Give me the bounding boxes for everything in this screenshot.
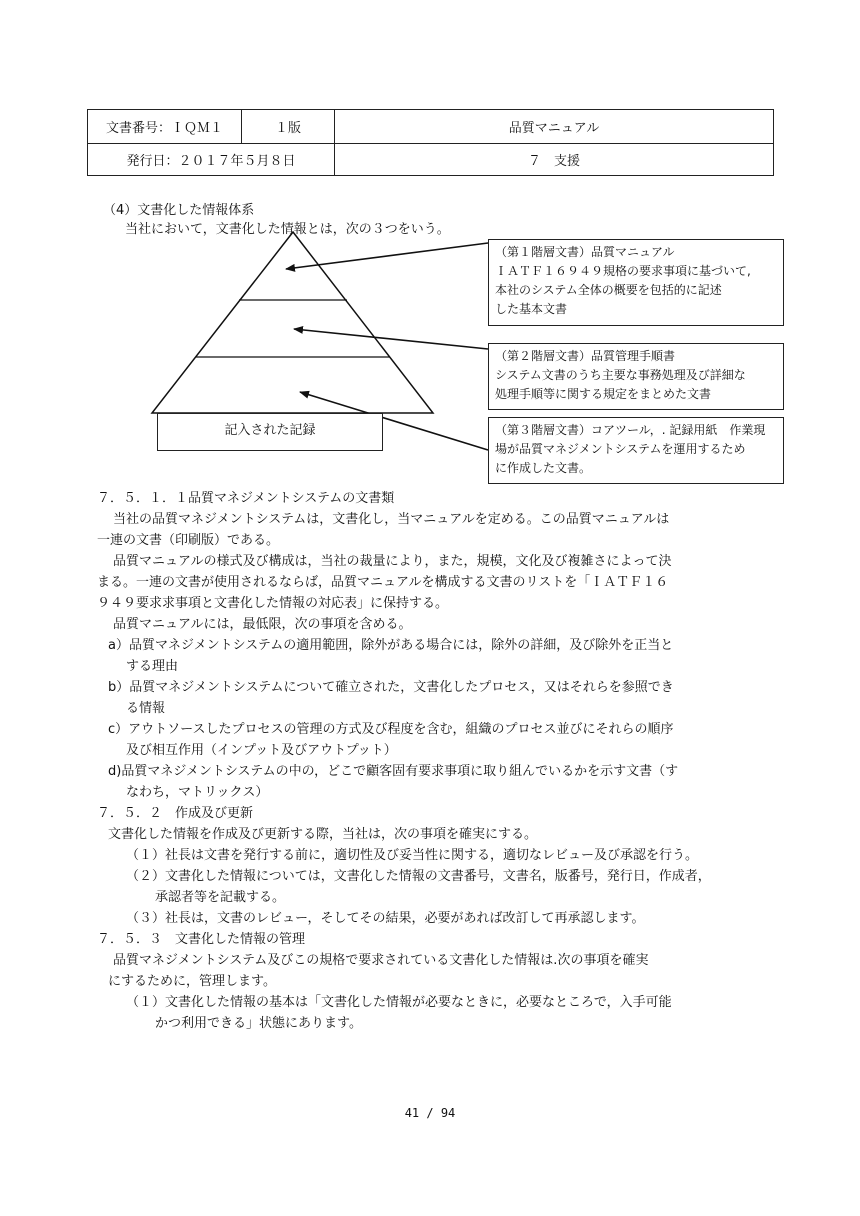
list-item-b: b）品質マネジメントシステムについて確立された，文書化したプロセス，又はそれらを参照でき bbox=[108, 680, 674, 695]
issue-date: 発行日：２０１７年５月８日 bbox=[88, 144, 335, 176]
level1-line: した基本文書 bbox=[495, 302, 568, 316]
section-heading-752: ７．５．２ 作成及び更新 bbox=[97, 806, 254, 821]
list-item-d-cont: なわち，マトリックス） bbox=[126, 785, 269, 800]
chapter-title: ７ 支援 bbox=[335, 144, 774, 176]
numbered-item: （１）文書化した情報の基本は「文書化した情報が必要なときに，必要なところで，入手可能 bbox=[126, 995, 672, 1010]
level3-line: 場が品質マネジメントシステムを運用するため bbox=[495, 442, 746, 456]
body-line: ９４９要求求事項と文書化した情報の対応表」に保持する。 bbox=[97, 596, 449, 611]
level1-doc-box bbox=[488, 239, 784, 326]
arrow-level1 bbox=[286, 243, 488, 269]
level3-doc-box bbox=[488, 417, 784, 484]
body-line: 品質マニュアルには，最低限，次の事項を含める。 bbox=[113, 617, 412, 632]
section-intro: 当社において，文書化した情報とは，次の３つをいう。 bbox=[125, 222, 450, 237]
body-line: 当社の品質マネジメントシステムは，文書化し，当マニュアルを定める。この品質マニュアルは bbox=[113, 512, 670, 527]
page-number: 41 / 94 bbox=[404, 1106, 456, 1120]
list-item-c: c）アウトソースしたプロセスの管理の方式及び程度を含む，組織のプロセス並びにそれらの順序 bbox=[108, 722, 674, 737]
level2-line: システム文書のうち主要な事務処理及び詳細な bbox=[495, 368, 746, 382]
list-item-d: d)品質マネジメントシステムの中の，どこで顧客固有要求事項に取り組んでいるかを示す文書（す bbox=[108, 764, 679, 779]
arrow-level2 bbox=[294, 329, 488, 349]
level1-line: （第１階層文書）品質マニュアル bbox=[495, 245, 675, 259]
level2-line: （第２階層文書）品質管理手順書 bbox=[495, 349, 676, 363]
body-line: 品質マニュアルの様式及び構成は，当社の裁量により，また，規模，文化及び複雑さによって決 bbox=[113, 554, 672, 569]
body-line: 品質マネジメントシステム及びこの規格で要求されている文書化した情報は.次の事項を確実 bbox=[113, 953, 649, 968]
body-line: 文書化した情報を作成及び更新する際，当社は，次の事項を確実にする。 bbox=[108, 827, 538, 842]
section-heading-753: ７．５．３ 文書化した情報の管理 bbox=[97, 932, 306, 947]
body-line: まる。一連の文書が使用されるならば，品質マニュアルを構成する文書のリストを「ＩＡＴＦ１６ bbox=[97, 575, 669, 590]
level2-line: 処理手順等に関する規定をまとめた文書 bbox=[495, 387, 712, 401]
level3-line: に作成した文書。 bbox=[495, 461, 592, 475]
level3-line: （第３階層文書）コアツール，. 記録用紙 作業現 bbox=[495, 423, 766, 437]
level2-doc-box bbox=[488, 343, 784, 410]
records-base-box bbox=[157, 413, 383, 451]
edition: １版 bbox=[242, 110, 335, 144]
list-item-a: a）品質マネジメントシステムの適用範囲，除外がある場合には，除外の詳細，及び除外を正当と bbox=[108, 638, 674, 653]
section-heading: （4）文書化した情報体系 bbox=[103, 203, 255, 218]
doc-title: 品質マニュアル bbox=[335, 110, 774, 144]
list-item-a-cont: する理由 bbox=[126, 659, 179, 674]
level1-line: ＩＡＴＦ１６９４９規格の要求事項に基づいて, bbox=[495, 264, 751, 278]
pyramid bbox=[152, 232, 433, 413]
body-line: にするために，管理します。 bbox=[108, 974, 276, 989]
list-item-b-cont: る情報 bbox=[126, 701, 166, 716]
section-heading-7511: ７．５．１．１品質マネジメントシステムの文書類 bbox=[97, 491, 395, 506]
body-line: 一連の文書（印刷版）である。 bbox=[97, 533, 280, 548]
numbered-item: （２）文書化した情報については，文書化した情報の文書番号，文書名，版番号，発行日，作成者， bbox=[126, 869, 711, 884]
numbered-item: （３）社長は，文書のレビュー，そしてその結果，必要があれば改訂して再承認します。 bbox=[126, 911, 645, 926]
level1-line: 本社のシステム全体の概要を包括的に記述 bbox=[495, 283, 722, 297]
numbered-item-cont: かつ利用できる」状態にあります。 bbox=[155, 1016, 362, 1031]
numbered-item: （１）社長は文書を発行する前に，適切性及び妥当性に関する，適切なレビュー及び承認を行う。 bbox=[126, 848, 699, 863]
doc-number: 文書番号：ＩＱＭ１ bbox=[88, 110, 242, 144]
records-label: 記入された記録 bbox=[224, 423, 316, 438]
list-item-c-cont: 及び相互作用（インプット及びアウトプット） bbox=[126, 743, 397, 758]
numbered-item-cont: 承認者等を記載する。 bbox=[155, 890, 286, 905]
